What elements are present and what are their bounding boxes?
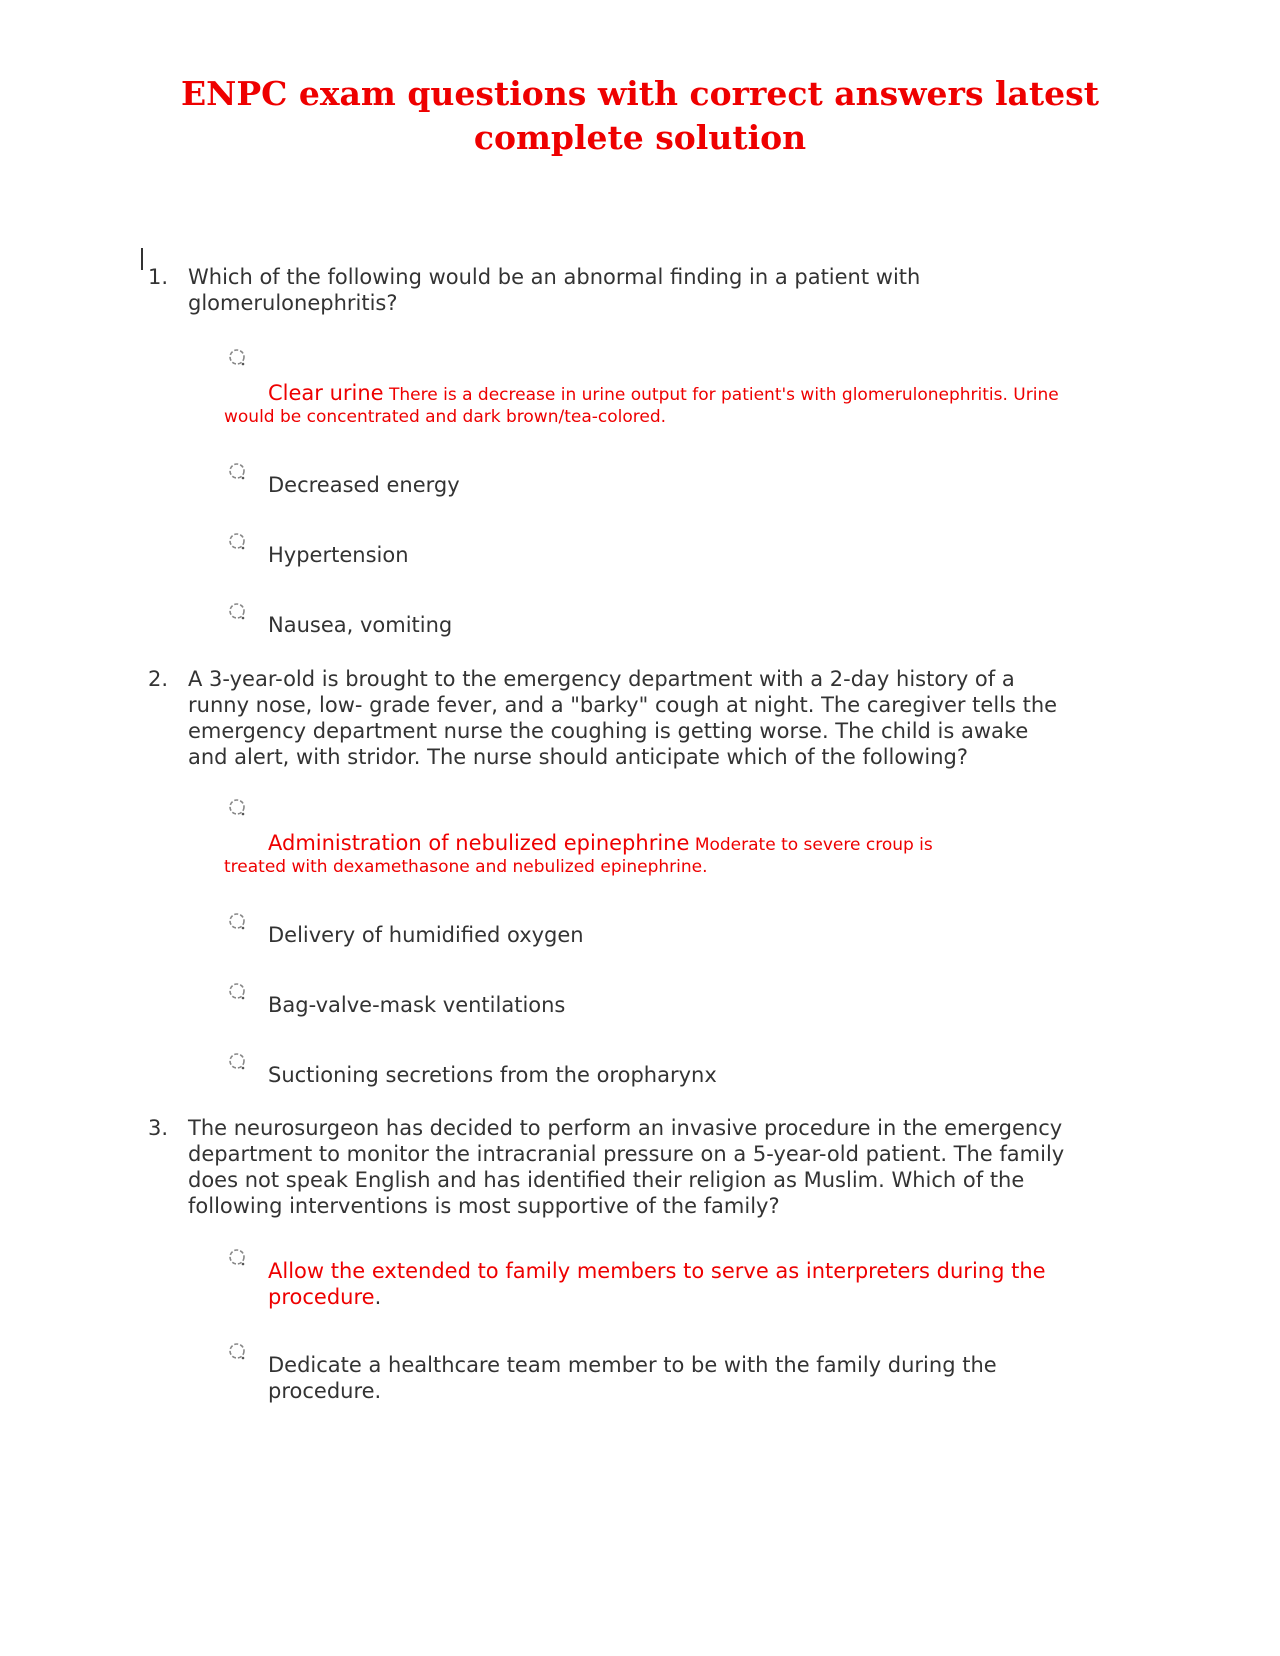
answer-explanation: Moderate to severe croup is treated with dexamethasone and nebulized epinephrine. xyxy=(224,835,933,877)
radio-button-icon[interactable] xyxy=(228,1052,246,1070)
correct-answer-with-explanation xyxy=(224,832,984,878)
radio-button-icon[interactable] xyxy=(228,982,246,1000)
radio-button-icon[interactable] xyxy=(228,1342,246,1360)
answer-explanation: There is a decrease in urine output for patient's with glomerulonephritis. Urine would be concentrated and dark brown/tea-colored xyxy=(224,385,1059,427)
correct-answer-with-explanation xyxy=(224,382,1104,428)
explanation-period: . xyxy=(660,407,667,427)
radio-button-icon[interactable] xyxy=(228,602,246,620)
text-cursor xyxy=(141,248,143,270)
radio-button-icon[interactable] xyxy=(228,912,246,930)
option-label: Delivery of humidified oxygen xyxy=(268,923,584,947)
radio-button-icon[interactable] xyxy=(228,798,246,816)
option-label: Nausea, vomiting xyxy=(268,613,453,637)
radio-button-icon[interactable] xyxy=(228,462,246,480)
question-number: 2. xyxy=(148,667,169,691)
radio-button-icon[interactable] xyxy=(228,348,246,366)
option-label: Dedicate a healthcare team member to be with the family during the procedure. xyxy=(268,1353,997,1403)
correct-answer-option xyxy=(268,1258,1098,1310)
correct-answer-label: Allow the extended to family members to serve as interpreters during the procedure xyxy=(268,1259,1046,1309)
question-text: Which of the following would be an abnormal finding in a patient with glomerulonephritis? xyxy=(188,265,921,315)
correct-answer-label: Administration of nebulized epinephrine xyxy=(268,831,690,855)
question-text: A 3-year-old is brought to the emergency department with a 2-day history of a runny nose, low- grade fever, and a "barky" cough at night. The caregiver tells the emergency department nurse the coughing is getting worse. The child is awake and alert, with stridor. The nurse should anticipate which of the following? xyxy=(188,667,1058,769)
option-label: Bag-valve-mask ventilations xyxy=(268,993,566,1017)
radio-button-icon[interactable] xyxy=(228,532,246,550)
option-label: Suctioning secretions from the oropharynx xyxy=(268,1063,717,1087)
option-label: Hypertension xyxy=(268,543,409,567)
document-title: ENPC exam questions with correct answers latest complete solution xyxy=(181,74,1099,157)
correct-answer-label: Clear urine xyxy=(268,381,384,405)
answer-period: . xyxy=(374,1285,382,1309)
question-number: 3. xyxy=(148,1116,169,1140)
radio-button-icon[interactable] xyxy=(228,1248,246,1266)
question-number: 1. xyxy=(148,265,169,289)
question-text: The neurosurgeon has decided to perform an invasive procedure in the emergency department to monitor the intracranial pressure on a 5-year-old patient. The family does not speak English and has identified their religion as Muslim. Which of the following interventions is most supportive of the family? xyxy=(188,1116,1065,1218)
option-label: Decreased energy xyxy=(268,473,460,497)
